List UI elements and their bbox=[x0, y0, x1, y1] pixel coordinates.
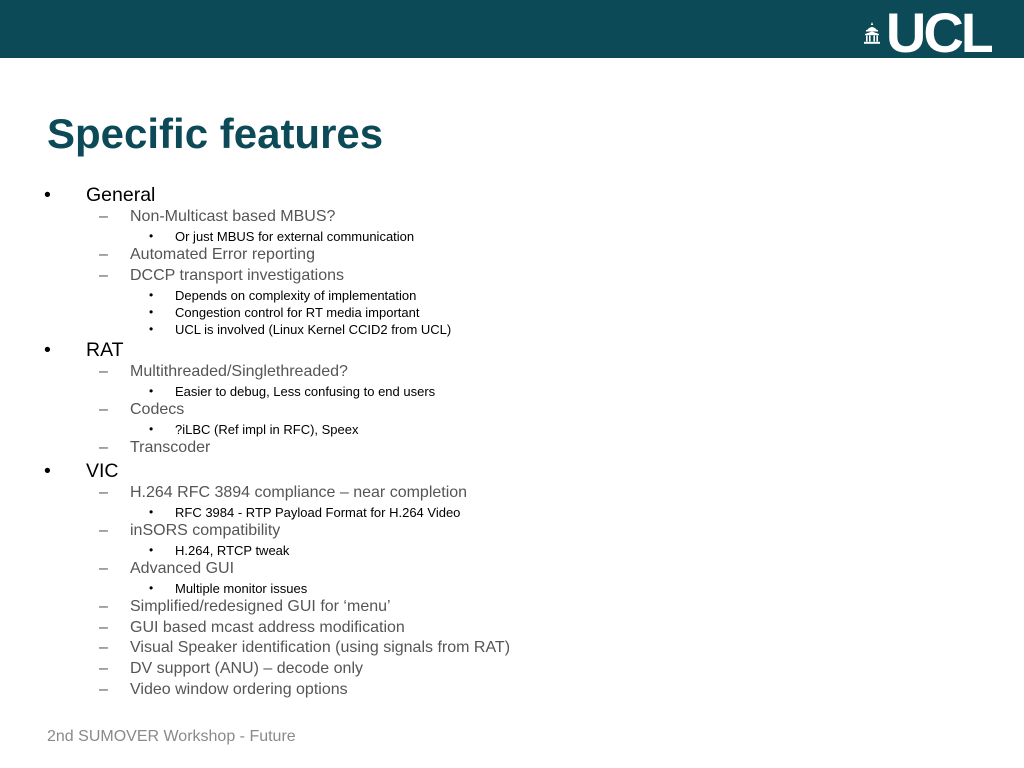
bullet-marker: • bbox=[44, 339, 51, 362]
bullet-text: RAT bbox=[86, 339, 124, 362]
dash-marker: – bbox=[99, 483, 108, 501]
bullet-text: Depends on complexity of implementation bbox=[175, 287, 417, 303]
dash-marker: – bbox=[99, 559, 108, 577]
sub-sub-bullet-item bbox=[0, 542, 1000, 559]
sub-bullet-item bbox=[0, 638, 1000, 659]
bullet-text: Easier to debug, Less confusing to end users bbox=[175, 383, 436, 399]
bullet-text: VIC bbox=[86, 459, 119, 482]
bullet-text: Automated Error reporting bbox=[130, 245, 315, 263]
bullet-text: Video window ordering options bbox=[130, 681, 348, 699]
sub-sub-bullet-item bbox=[0, 287, 1000, 304]
dash-marker: – bbox=[99, 363, 108, 381]
bullet-text: inSORS compatibility bbox=[130, 521, 281, 539]
portico-icon bbox=[864, 22, 880, 44]
dash-marker: – bbox=[99, 639, 108, 657]
bullet-text: Or just MBUS for external communication bbox=[175, 228, 415, 244]
bullet-text: Simplified/redesigned GUI for ‘menu’ bbox=[130, 597, 391, 615]
sub-sub-bullet-item bbox=[0, 304, 1000, 321]
header-bar bbox=[0, 0, 1024, 58]
bullet-text: Multithreaded/Singlethreaded? bbox=[130, 363, 348, 381]
sub-bullet-item bbox=[0, 207, 1000, 228]
logo-text: UCL bbox=[885, 8, 992, 58]
bullet-item bbox=[0, 459, 1000, 483]
sub-bullet-item bbox=[0, 245, 1000, 266]
bullet-marker: • bbox=[149, 542, 154, 557]
sub-bullet-item bbox=[0, 680, 1000, 701]
footer-text: 2nd SUMOVER Workshop - Future bbox=[47, 728, 296, 745]
bullet-marker: • bbox=[149, 287, 154, 302]
sub-sub-bullet-item bbox=[0, 504, 1000, 521]
bullet-marker: • bbox=[149, 580, 154, 595]
dash-marker: – bbox=[99, 401, 108, 419]
bullet-marker: • bbox=[44, 184, 51, 206]
bullet-text: Codecs bbox=[130, 401, 185, 419]
sub-bullet-item bbox=[0, 659, 1000, 680]
bullet-text: Congestion control for RT media important bbox=[175, 304, 420, 320]
bullet-marker: • bbox=[149, 304, 154, 319]
sub-bullet-item bbox=[0, 266, 1000, 287]
sub-sub-bullet-item bbox=[0, 228, 1000, 245]
bullet-text: DV support (ANU) – decode only bbox=[130, 660, 363, 678]
dash-marker: – bbox=[99, 266, 108, 284]
dash-marker: – bbox=[99, 245, 108, 263]
bullet-text: Advanced GUI bbox=[130, 559, 235, 577]
bullet-text: RFC 3984 - RTP Payload Format for H.264 Video bbox=[175, 504, 461, 520]
bullet-marker: • bbox=[44, 459, 51, 482]
slide-title: Specific features bbox=[47, 110, 384, 157]
bullet-marker: • bbox=[149, 228, 154, 243]
sub-bullet-item bbox=[0, 618, 1000, 639]
sub-bullet-item bbox=[0, 400, 1000, 421]
sub-sub-bullet-item bbox=[0, 383, 1000, 400]
sub-bullet-item bbox=[0, 559, 1000, 580]
bullet-text: Transcoder bbox=[130, 439, 211, 457]
bullet-text: Non-Multicast based MBUS? bbox=[130, 208, 336, 225]
sub-bullet-item bbox=[0, 362, 1000, 383]
bullet-marker: • bbox=[149, 421, 154, 436]
sub-bullet-item bbox=[0, 521, 1000, 542]
bullet-text: General bbox=[86, 184, 156, 206]
bullet-item bbox=[0, 183, 1000, 207]
bullet-text: ?iLBC (Ref impl in RFC), Speex bbox=[175, 421, 359, 437]
ucl-logo bbox=[864, 8, 992, 58]
bullet-text: H.264 RFC 3894 compliance – near completion bbox=[130, 483, 468, 501]
bullet-text: GUI based mcast address modification bbox=[130, 618, 405, 636]
bullet-marker: • bbox=[149, 321, 154, 336]
bullet-item bbox=[0, 338, 1000, 362]
dash-marker: – bbox=[99, 660, 108, 678]
sub-sub-bullet-item bbox=[0, 321, 1000, 338]
bullet-text: H.264, RTCP tweak bbox=[175, 542, 290, 558]
dash-marker: – bbox=[99, 597, 108, 615]
bullet-text: Multiple monitor issues bbox=[175, 580, 308, 596]
dash-marker: – bbox=[99, 439, 108, 457]
bullet-marker: • bbox=[149, 504, 154, 519]
bullet-text: DCCP transport investigations bbox=[130, 266, 345, 284]
sub-sub-bullet-item bbox=[0, 421, 1000, 438]
bullet-marker: • bbox=[149, 383, 154, 398]
sub-bullet-item bbox=[0, 438, 1000, 459]
dash-marker: – bbox=[99, 208, 108, 225]
bullet-text: Visual Speaker identification (using signals from RAT) bbox=[130, 639, 511, 657]
bullet-text: UCL is involved (Linux Kernel CCID2 from UCL) bbox=[175, 321, 452, 337]
dash-marker: – bbox=[99, 521, 108, 539]
sub-sub-bullet-item bbox=[0, 580, 1000, 597]
sub-bullet-item bbox=[0, 483, 1000, 504]
dash-marker: – bbox=[99, 681, 108, 699]
dash-marker: – bbox=[99, 618, 108, 636]
bullet-list bbox=[0, 183, 1000, 701]
sub-bullet-item bbox=[0, 597, 1000, 618]
